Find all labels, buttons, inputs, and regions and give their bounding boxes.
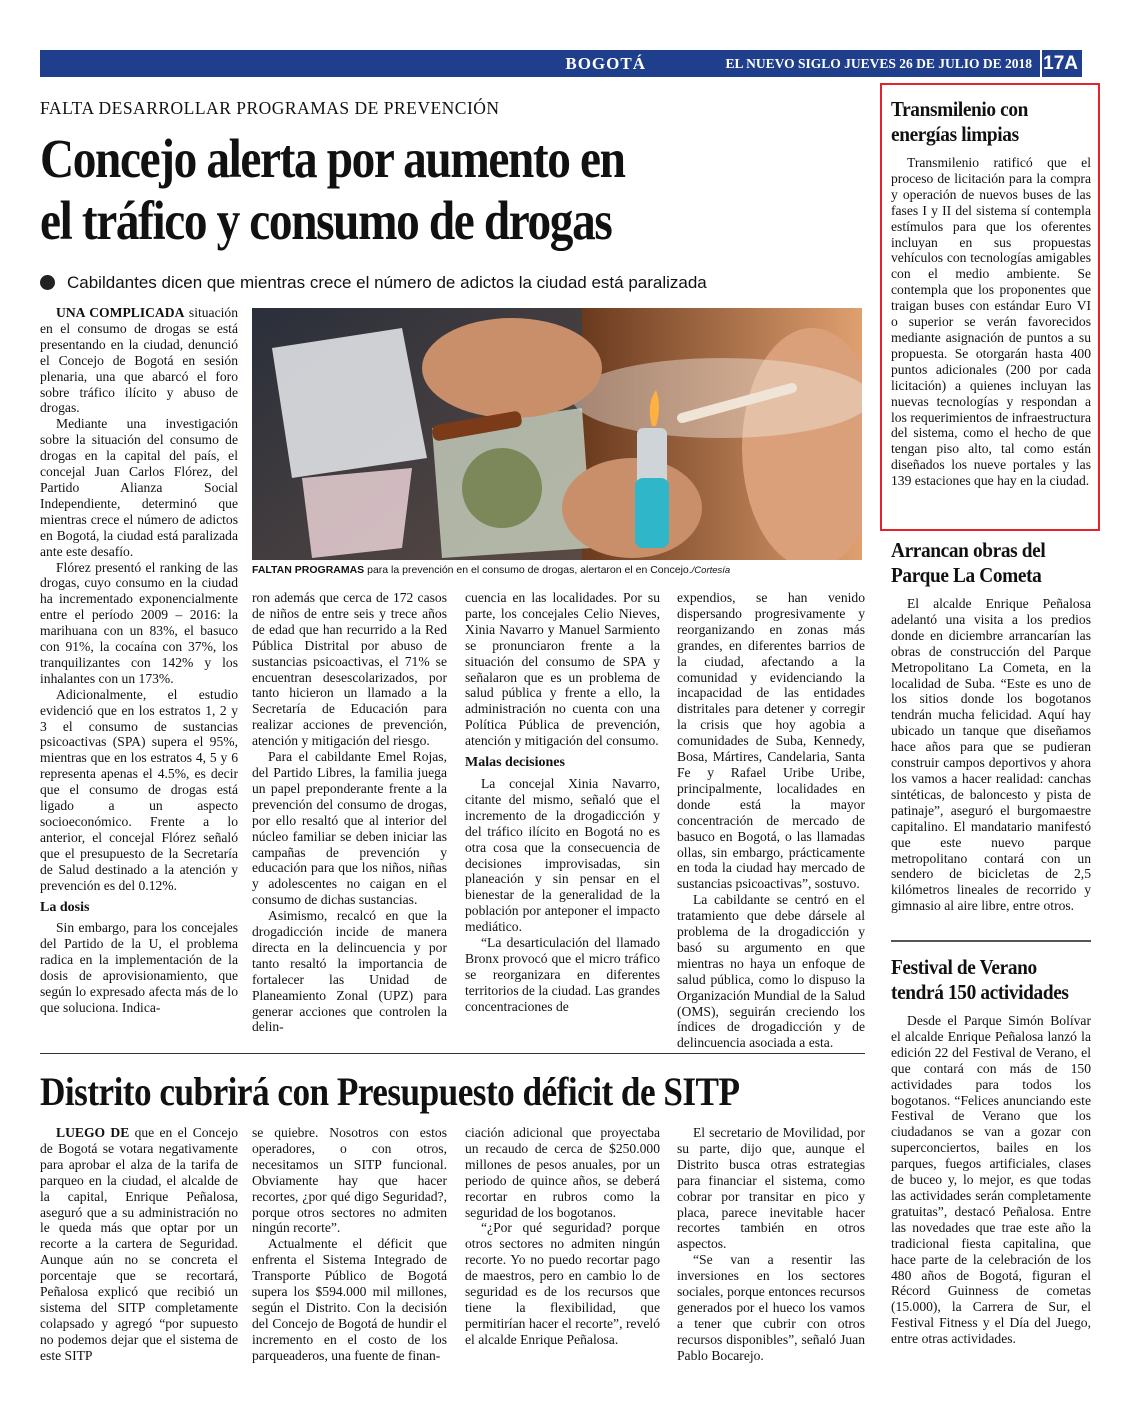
second-article-headline: Distrito cubrirá con Presupuesto déficit de SITP <box>40 1069 740 1114</box>
article-column-4 <box>677 590 865 1051</box>
bullet-icon <box>40 275 55 290</box>
sidebar-story-3 <box>891 955 1091 1347</box>
paragraph: ciación adicional que proyectaba un recaudo de cerca de $250.000 millones de pesos anuales, por un periodo de quince años, se deberá recortar en rubros como la seguridad de los bogotanos. <box>465 1125 660 1220</box>
paragraph: se quiebre. Nosotros con estos operadores, o con otros, necesitamos un SITP funcional. Obviamente hay que hacer recortes, ¿por qué digo Seguridad?, porque otros sectores no admiten ningún recorte”. <box>252 1125 447 1236</box>
page-number: 17A <box>1043 53 1078 74</box>
photo-credit: /Cortesía <box>691 565 731 576</box>
section-name: BOGOTÁ <box>565 54 646 73</box>
lead-in: LUEGO DE <box>56 1125 130 1140</box>
sidebar-body: El alcalde Enrique Peñalosa adelantó una visita a los predios donde en diciembre arrancarían las obras de construcción del Parque Metropolitano La Cometa, en la localidad de Suba. “Este es uno de los sitios donde los bogotanos tendrán mucha felicidad. Aquí hay ubicado un tanque que diseñamos hace años para que se pudieran construir campos deportivos y ahora los vamos a hacer realidad: canchas sintéticas, de baloncesto y pista de patinaje”, aseguró el burgomaestre capitalino. El mandatario manifestó que este nuevo parque metropolitano contará con un sendero de bicicletas de 2,5 kilómetros lineales de recorrido y gimnasio al aire libre, entre otros. <box>891 596 1091 914</box>
subtitle: La dosis <box>40 899 90 915</box>
article-headline <box>40 128 745 252</box>
paragraph: “Se van a resentir las inversiones en los sectores sociales, porque entonces recursos generados por el hueco los vamos a tener que cubrir con otros recursos disponibles”, señaló Juan Pablo Bocarejo. <box>677 1252 865 1363</box>
paragraph: Actualmente el déficit que enfrenta el Sistema Integrado de Transporte Público de Bogotá supera los $594.000 mil millones, según el Distrito. Con la decisión del Concejo de Bogotá de hundir el incremento en el costo de los parqueaderos, una fuente de finan- <box>252 1236 447 1363</box>
drug-use-photo <box>252 308 862 560</box>
sidebar-title: Arrancan obras del Parque La Cometa <box>891 538 1046 587</box>
paragraph: LUEGO DE que en el Concejo de Bogotá se votara negativamente para aprobar el alza de la tarifa de parqueo en la ciudad, el alcalde de la capital, Enrique Peñalosa, aseguró que a su administración no le queda más que optar por un recorte a la cartera de Seguridad. Aunque aún no se concreta el porcentaje que se recortará, Peñalosa explicó que recibió un sistema del SITP completamente colapsado y agregó “por supuesto no podemos dejar que el sistema de este SITP <box>40 1125 238 1363</box>
paragraph: Flórez presentó el ranking de las drogas, cuyo consumo en la ciudad ha incrementado exponencialmente entre el período 2009 – 2016: la marihuana con un 83%, el basuco con 91%, la cocaína con 37%, los tranquilizantes con 142% y los inhalantes con un 173%. <box>40 559 238 686</box>
second-article-column-2 <box>252 1125 447 1364</box>
second-article-column-4 <box>677 1125 865 1364</box>
second-article-column-1 <box>40 1125 238 1364</box>
publication-date: EL NUEVO SIGLO JUEVES 26 DE JULIO DE 2018 <box>725 56 1032 71</box>
paragraph: El secretario de Movilidad, por su parte, dijo que, aunque el Distrito busca otras estrategias para financiar el sistema, como cobrar por transitar en pico y placa, parece inevitable hacer recortes también en otros aspectos. <box>677 1125 865 1252</box>
sidebar-story-2 <box>891 538 1091 914</box>
paragraph: UNA COMPLICADA situación en el consumo de drogas se está presentando en la ciudad, denunció el Concejo de Bogotá en sesión plenaria, una que abarcó el foro sobre tráfico ilícito y abuso de drogas. <box>40 305 239 416</box>
photo-caption <box>252 564 862 576</box>
sidebar-title: Festival de Verano tendrá 150 actividades <box>891 955 1069 1004</box>
lead-in: UNA COMPLICADA <box>56 305 185 320</box>
page-header-bar <box>40 50 1082 77</box>
paragraph: ron además que cerca de 172 casos de niños de entre seis y trece años de edad que han recurrido a la Red Pública Distrital por abuso de sustancias psicoactivas, el 71% se encuentran desescolarizados, por tanto hicieron un llamado a la Secretaría de Educación para realizar acciones de prevención, atención y mitigación del riesgo. <box>252 590 447 749</box>
paragraph: expendios, se han venido dispersando progresivamente y reorganizando en zonas más grandes, en diferentes barrios de la ciudad, afectando a la comunidad y evidenciando la incapacidad de las entidades distritales para detener y corregir la crisis que hoy agobia a comunidades de Suba, Kennedy, Bosa, Mártires, Candelaria, Santa Fe y Rafael Uribe Uribe, principalmente, localidades en donde está la mayor concentración de mercado de basuco en Bogotá, o las llamadas ollas, sin embargo, prácticamente en toda la ciudad hay mercado de sustancias psicoactivas”, sostuvo. <box>677 590 865 892</box>
sidebar-title: Transmilenio con energías limpias <box>891 97 1029 146</box>
caption-text: para la prevención en el consumo de drogas, alertaron el en Concejo. <box>364 564 692 576</box>
sidebar-story-1 <box>891 97 1091 489</box>
paragraph: “¿Por qué seguridad? porque otros sectores no admiten ningún recorte. Yo no puedo recortar pago de maestros, pero en cambio lo de seguridad es de los recursos que tiene la flexibilidad, que permitirían hacer el recorte”, reveló el alcalde Enrique Peñalosa. <box>465 1220 660 1347</box>
subtitle: Malas decisiones <box>465 755 565 771</box>
article-subhead <box>40 273 850 293</box>
article-photo <box>252 308 862 560</box>
second-article-column-3 <box>465 1125 660 1348</box>
sidebar-divider <box>891 940 1091 942</box>
paragraph: La concejal Xinia Navarro, citante del mismo, señaló que el incremento de la drogadicción y del tráfico ilícito en Bogotá no es otra cosa que la consecuencia de decisiones improvisadas, sin planeación y sin pensar en el bienestar de la generalidad de la población por anteponer el impacto mediático. <box>465 775 660 935</box>
headline-line-1: Concejo alerta por aumento en <box>40 128 625 189</box>
article-kicker: FALTA DESARROLLAR PROGRAMAS DE PREVENCIÓN <box>40 98 500 118</box>
article-divider <box>40 1053 865 1054</box>
article-column-2 <box>252 590 447 1035</box>
header-separator <box>1040 50 1042 77</box>
sidebar-body: Desde el Parque Simón Bolívar el alcalde Enrique Peñalosa lanzó la edición 22 del Festival de Verano, el que contará con más de 150 actividades para todos los bogotanos. “Felices anunciando este Festival de Verano que los ciudadanos se van a gozar con superconciertos, bailes en los parques, fuegos artificiales, clases de buceo y, lo mejor, es que todas las actividades serán completamente gratuitas”, destacó Peñalosa. Entre las novedades que trae este año la tradicional fiesta capitalina, que hace parte de la celebración de los 480 años de Bogotá, figuran el Récord Guinness de cometas (15.000), la Carrera de Sur, el Festival Fitness y el Día del Juego, entre otras actividades. <box>891 1013 1091 1347</box>
paragraph: Adicionalmente, el estudio evidenció que en los estratos 1, 2 y 3 el consumo de sustancias psicoactivas (SPA) supera el 95%, mientras que en los estratos 4, 5 y 6 representa apenas el 4.5%, es decir que el consumo de drogas está ligado a un aspecto socioeconómico. Frente a lo anterior, el concejal Flórez señaló que el presupuesto de la Secretaría de Salud destinado a la atención y prevención es del 0.12%. <box>40 686 238 893</box>
paragraph: Mediante una investigación sobre la situación del consumo de drogas en la capital del país, el concejal Juan Carlos Flórez, del Partido Alianza Social Independiente, determinó que mientras crece el número de adictos en Bogotá, la ciudad está paralizada ante este desafío. <box>40 416 238 559</box>
subhead-text: Cabildantes dicen que mientras crece el número de adictos la ciudad está paralizada <box>67 273 707 292</box>
article-column-1 <box>40 305 238 1016</box>
paragraph: “La desarticulación del llamado Bronx provocó que el micro tráfico se reorganizara en diferentes territorios de la ciudad. Las grandes concentraciones de <box>465 935 660 1014</box>
article-column-3 <box>465 590 660 1015</box>
paragraph: cuencia en las localidades. Por su parte, los concejales Celio Nieves, Xinia Navarro y Manuel Sarmiento se pronunciaron frente a la situación del consumo de SPA y señalaron que es un problema de salud pública y frente a ello, la administración no cuenta con una Política Pública de prevención, atención y mitigación del consumo. <box>465 590 660 749</box>
paragraph: La cabildante se centró en el tratamiento que debe dársele al problema de la drogadicción y basó su argumento en que mientras no haya un enfoque de salud pública, como lo dispuso la Organización Mundial de la Salud (OMS), seguirán creciendo los índices de drogadicción y de delincuencia asociada a esta. <box>677 892 865 1051</box>
caption-lead: FALTAN PROGRAMAS <box>252 564 365 576</box>
paragraph: Sin embargo, para los concejales del Partido de la U, el problema radica en la implementación de la dosis de aprovisionamiento, que según lo expresado afecta más de lo que soluciona. Indica- <box>40 920 238 1015</box>
paragraph: Para el cabildante Emel Rojas, del Partido Libres, la familia juega un papel preponderante frente a la prevención del consumo de drogas, por ello resaltó que al interior del núcleo familiar se deben iniciar las campañas de prevención y educación para que los niños, niñas y adolescentes no caigan en el consumo de dichas sustancias. <box>252 749 447 908</box>
paragraph: Asimismo, recalcó en que la drogadicción incide de manera directa en la delincuencia y por tanto resaltó la importancia de fortalecer las Unidad de Planeamiento Zonal (UPZ) para generar acciones que controlen la delin- <box>252 908 447 1035</box>
sidebar-body: Transmilenio ratificó que el proceso de licitación para la compra y operación de nuevos buses de las fases I y II del sistema sí contempla estímulos para que los oferentes incluyan en sus propuestas vehículos con tecnologías amigables con el medio ambiente. Se contempla que los proponentes que traigan buses con estándar Euro VI o superior se verán favorecidos mediante asignación de puntos a su propuesta. Se otorgarán hasta 400 puntos adicionales (200 por cada licitación) a quienes incluyan las nuevas tecnologías y respondan a los requerimientos de infraestructura del sistema, como el hecho de que tengan piso alto, tal como están diseñados los nueve portales y las 139 estaciones que hay en la ciudad. <box>891 155 1091 489</box>
headline-line-2: el tráfico y consumo de drogas <box>40 190 612 251</box>
